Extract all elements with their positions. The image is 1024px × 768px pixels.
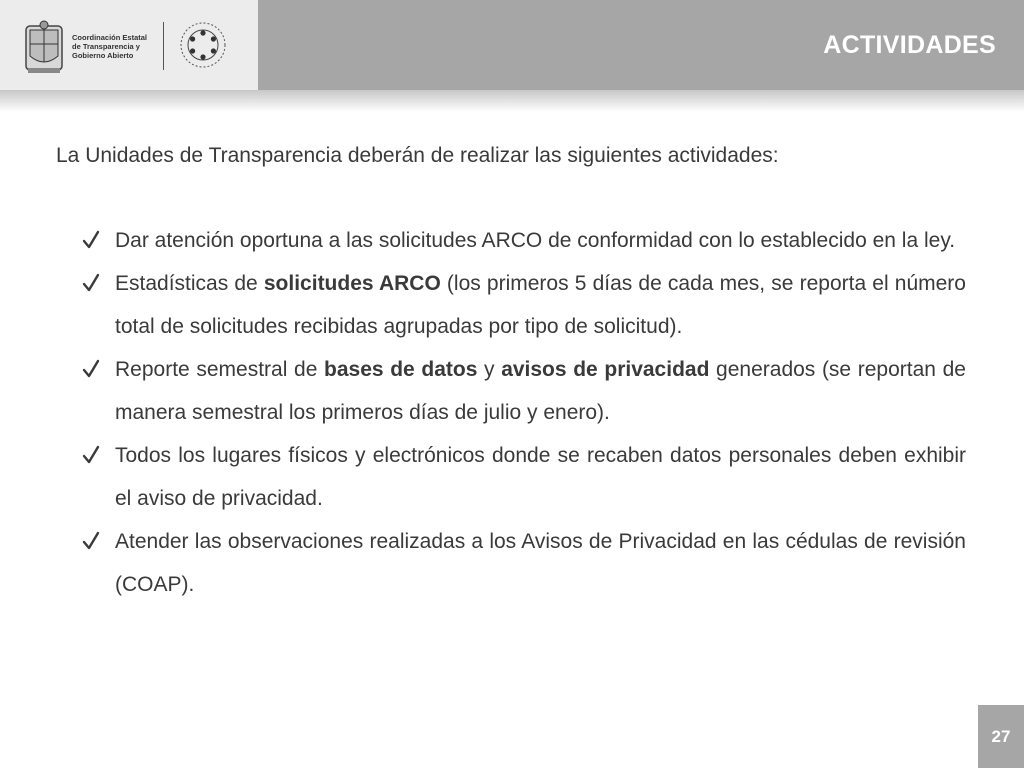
- text-segment: Reporte semestral de: [115, 358, 325, 381]
- list-item: [82, 520, 966, 606]
- text-segment: Estadísticas de: [115, 272, 264, 295]
- organization-name: [72, 33, 147, 60]
- logo-line-1: Coordinación Estatal: [72, 33, 148, 42]
- text-segment: generados (se reportan de manera semestral los primeros días de julio y enero).: [115, 358, 966, 424]
- intro-text: La Unidades de Transparencia deberán de realizar las siguientes actividades:: [56, 144, 779, 167]
- activity-list: [82, 219, 966, 606]
- list-item-text: [115, 520, 966, 606]
- checkmark-icon: [82, 531, 100, 551]
- logo-line-3: Gobierno Abierto: [72, 51, 134, 60]
- logo-divider: [163, 22, 164, 70]
- list-item: [82, 262, 966, 348]
- list-item: [82, 434, 966, 520]
- checkmark-icon: [82, 359, 100, 379]
- header-shadow: [0, 90, 1024, 112]
- logo-box: [0, 0, 258, 90]
- emphasis-text: avisos de privacidad: [501, 358, 710, 381]
- text-segment: Todos los lugares físicos y electrónicos donde se recaben datos personales deben exhibir el aviso de privacidad.: [115, 444, 966, 510]
- page-title: ACTIVIDADES: [823, 31, 996, 59]
- text-segment: y: [477, 358, 502, 381]
- checkmark-icon: [82, 230, 100, 250]
- header-bar: [0, 0, 1024, 90]
- checkmark-icon: [82, 273, 100, 293]
- logo-line-2: de Transparencia y: [72, 42, 140, 51]
- text-segment: Atender las observaciones realizadas a los Avisos de Privacidad en las cédulas de revisión (COAP).: [115, 530, 966, 596]
- text-segment: (los primeros 5 días de cada mes, se reporta el número total de solicitudes recibidas agrupadas por tipo de solicitud).: [115, 272, 966, 338]
- transparency-emblem-icon: [178, 20, 228, 70]
- emphasis-text: bases de datos: [324, 358, 478, 381]
- list-item: [82, 348, 966, 434]
- emphasis-text: solicitudes ARCO: [263, 272, 441, 295]
- list-item-text: [115, 262, 966, 348]
- checkmark-icon: [82, 445, 100, 465]
- list-item-text: [115, 348, 966, 434]
- list-item-text: [115, 434, 966, 520]
- page-number: 27: [978, 705, 1024, 768]
- text-segment: Dar atención oportuna a las solicitudes ARCO de conformidad con lo establecido en la ley.: [115, 229, 956, 252]
- state-seal-icon: [24, 20, 64, 76]
- list-item: [82, 219, 966, 262]
- list-item-text: [115, 219, 966, 262]
